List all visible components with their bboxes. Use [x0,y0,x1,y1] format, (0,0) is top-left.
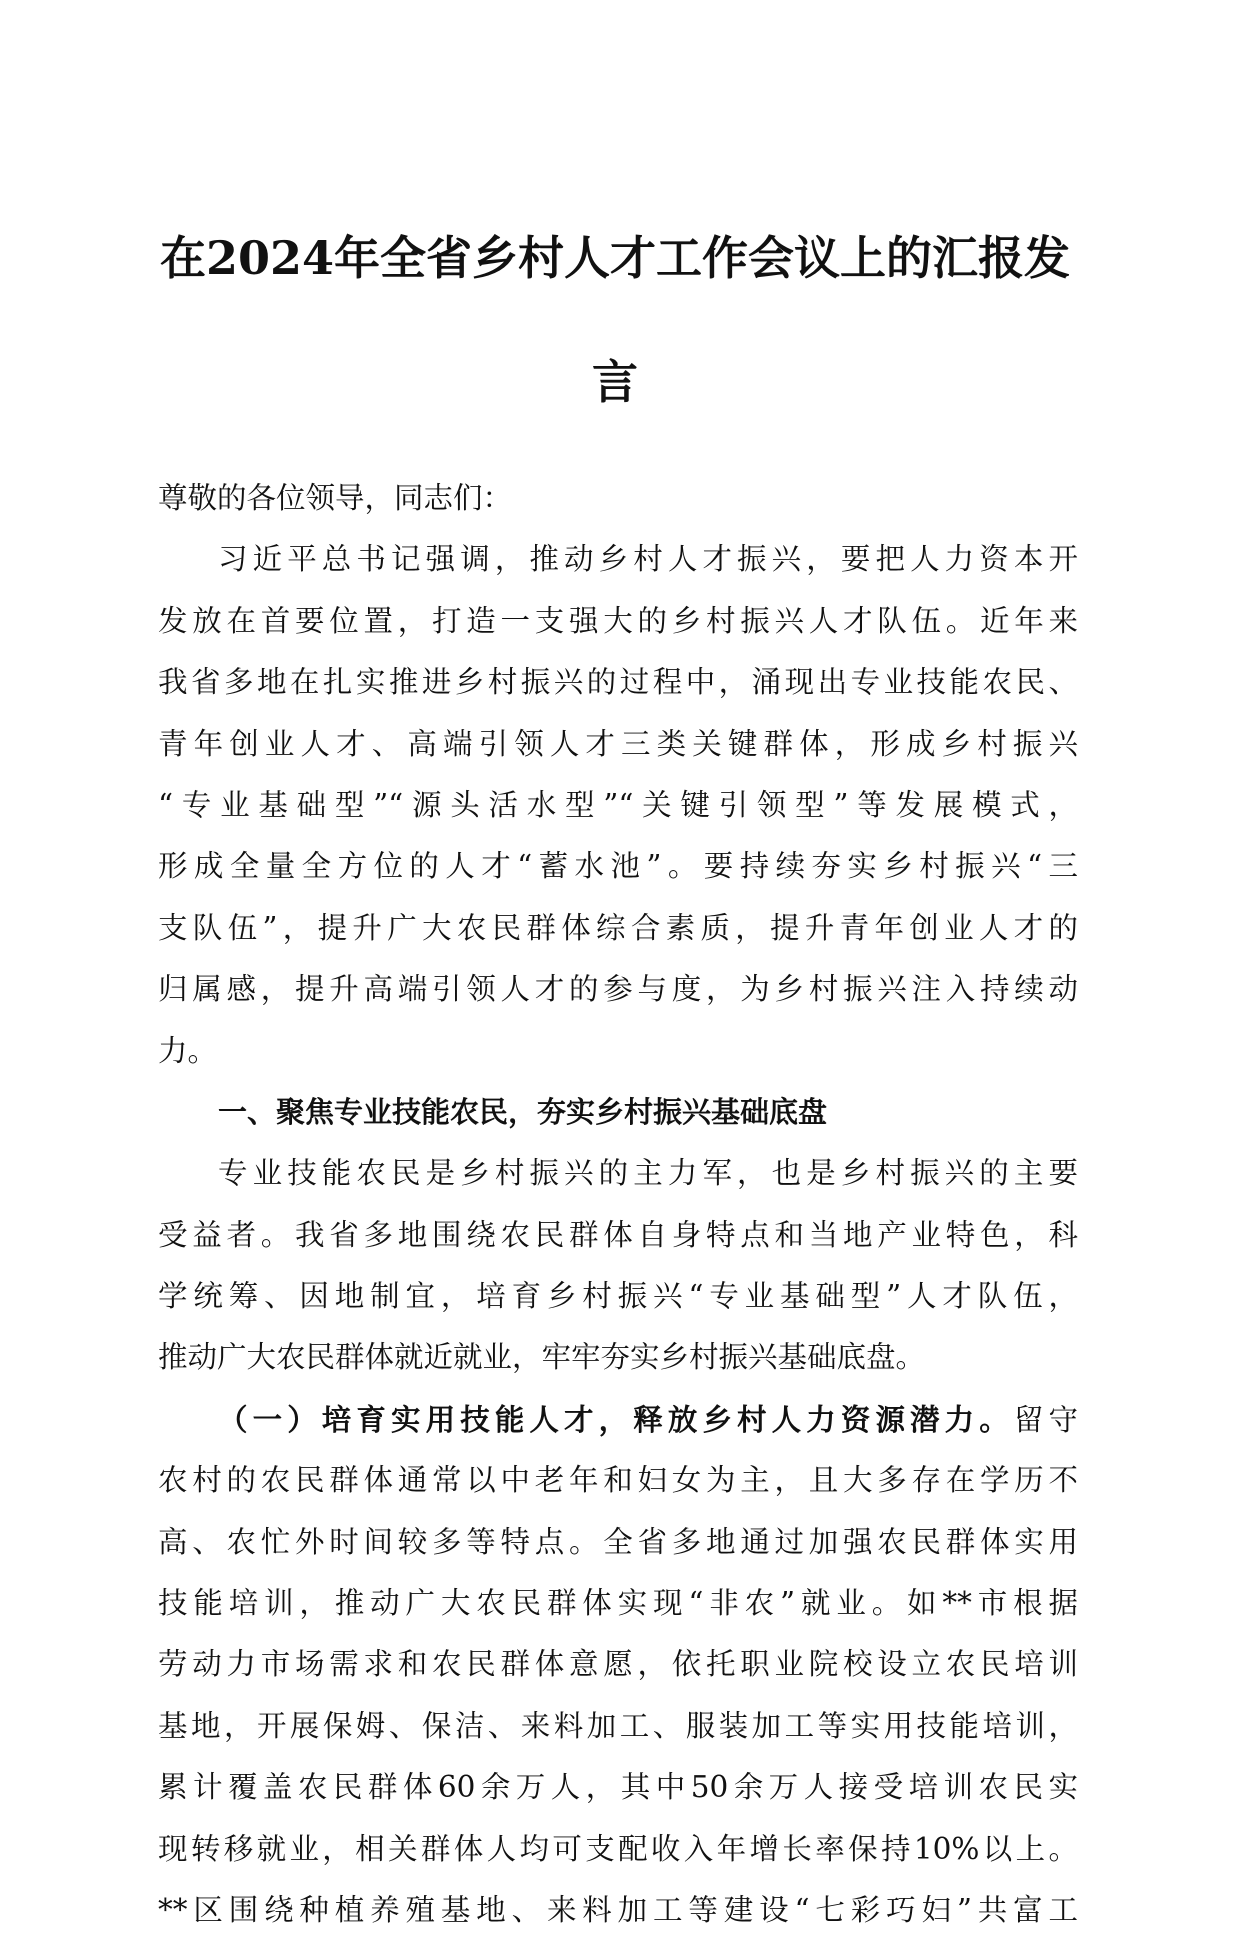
paragraph-3-line: 技能培训，推动广大农民群体实现“非农”就业。如**市根据 [158,1586,1078,1621]
paragraph-1-line: 发放在首要位置，打造一支强大的乡村振兴人才队伍。近年来 [158,603,1078,638]
paragraph-3-line: 累计覆盖农民群体60余万人，其中50余万人接受培训农民实 [158,1770,1078,1805]
paragraph-3-line: 劳动力市场需求和农民群体意愿，依托职业院校设立农民培训 [158,1647,1078,1682]
paragraph-3-line: 现转移就业，相关群体人均可支配收入年增长率保持10%以上。 [158,1831,1078,1866]
paragraph-1-line: 形成全量全方位的人才“蓄水池”。要持续夯实乡村振兴“三 [158,849,1078,884]
paragraph-3-line: 基地，开展保姆、保洁、来料加工、服装加工等实用技能培训， [158,1708,1078,1743]
section-1-heading: 一、聚焦专业技能农民，夯实乡村振兴基础底盘 [218,1094,828,1129]
paragraph-1-line: 习近平总书记强调，推动乡村人才振兴，要把人力资本开 [218,542,1078,577]
paragraph-1-line: “专业基础型”“源头活水型”“关键引领型”等发展模式， [158,787,1078,822]
paragraph-3-line: **区围绕种植养殖基地、来料加工等建设“七彩巧妇”共富工 [158,1892,1078,1927]
paragraph-2-line: 学统筹、因地制宜，培育乡村振兴“专业基础型”人才队伍， [158,1279,1078,1314]
paragraph-1-line: 力。 [158,1033,218,1068]
subsection-1-lead-tail: 留守 [1013,1402,1078,1437]
paragraph-3-line: 农村的农民群体通常以中老年和妇女为主，且大多存在学历不 [158,1463,1078,1498]
document-title-line-1: 在2024年全省乡村人才工作会议上的汇报发 [159,231,1071,285]
paragraph-2-line: 推动广大农民群体就近就业，牢牢夯实乡村振兴基础底盘。 [158,1340,926,1375]
subsection-1-heading: （一）培育实用技能人才，释放乡村人力资源潜力。 [218,1401,1014,1437]
paragraph-2-line: 受益者。我省多地围绕农民群体自身特点和当地产业特色，科 [158,1217,1078,1252]
paragraph-3-line: 高、农忙外时间较多等特点。全省多地通过加强农民群体实用 [158,1524,1078,1559]
paragraph-2-line: 专业技能农民是乡村振兴的主力军，也是乡村振兴的主要 [218,1156,1078,1191]
document-body [158,468,1078,1941]
paragraph-1-line: 归属感，提升高端引领人才的参与度，为乡村振兴注入持续动 [158,972,1078,1007]
paragraph-1-line: 我省多地在扎实推进乡村振兴的过程中，涌现出专业技能农民、 [158,665,1078,700]
paragraph-1-line: 支队伍”，提升广大农民群体综合素质，提升青年创业人才的 [158,910,1078,945]
document-title-line-2: 言 [592,355,638,409]
subsection-1-first-line [158,1389,1078,1450]
salutation: 尊敬的各位领导，同志们： [158,481,513,515]
paragraph-1-line: 青年创业人才、高端引领人才三类关键群体，形成乡村振兴 [158,726,1078,761]
